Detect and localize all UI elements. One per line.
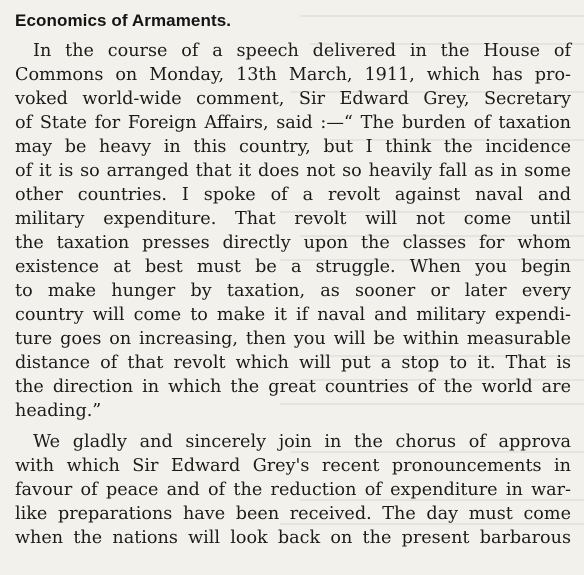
text-line: Commons on Monday, 13th March, 1911, which has pro- (15, 65, 571, 85)
text-line: to make hunger by taxation, as sooner or later every (15, 281, 571, 301)
text-line: country will come to make it if naval and military expendi- (15, 305, 571, 325)
text-line: like preparations have been received. The day must come (15, 504, 571, 524)
text-line: We gladly and sincerely join in the chorus of approva (33, 432, 571, 452)
text-line: the direction in which the great countries of the world are (15, 377, 571, 397)
text-line: other countries. I spoke of a revolt against naval and (15, 185, 571, 205)
text-line: heading.” (15, 401, 102, 421)
text-line: of State for Foreign Affairs, said :—“ The burden of taxation (15, 113, 571, 133)
article-title: Economics of Armaments. (15, 11, 232, 30)
text-line: In the course of a speech delivered in the House of (33, 41, 571, 61)
text-line: ture goes on increasing, then you will be within measurable (15, 329, 571, 349)
text-line: existence at best must be a struggle. When you begin (15, 257, 571, 277)
text-line: military expenditure. That revolt will not come until (15, 209, 571, 229)
text-line: when the nations will look back on the present barbarous (15, 528, 571, 548)
text-line: voked world-wide comment, Sir Edward Grey, Secretary (15, 89, 571, 109)
text-line: may be heavy in this country, but I think the incidence (15, 137, 571, 157)
text-line: distance of that revolt which will put a stop to it. That is (15, 353, 571, 373)
text-line: of it is so arranged that it does not so heavily fall as in some (15, 161, 571, 181)
text-line: the taxation presses directly upon the classes for whom (15, 233, 571, 253)
text-line: with which Sir Edward Grey's recent pronouncements in (15, 456, 571, 476)
text-line: favour of peace and of the reduction of expenditure in war- (15, 480, 571, 500)
